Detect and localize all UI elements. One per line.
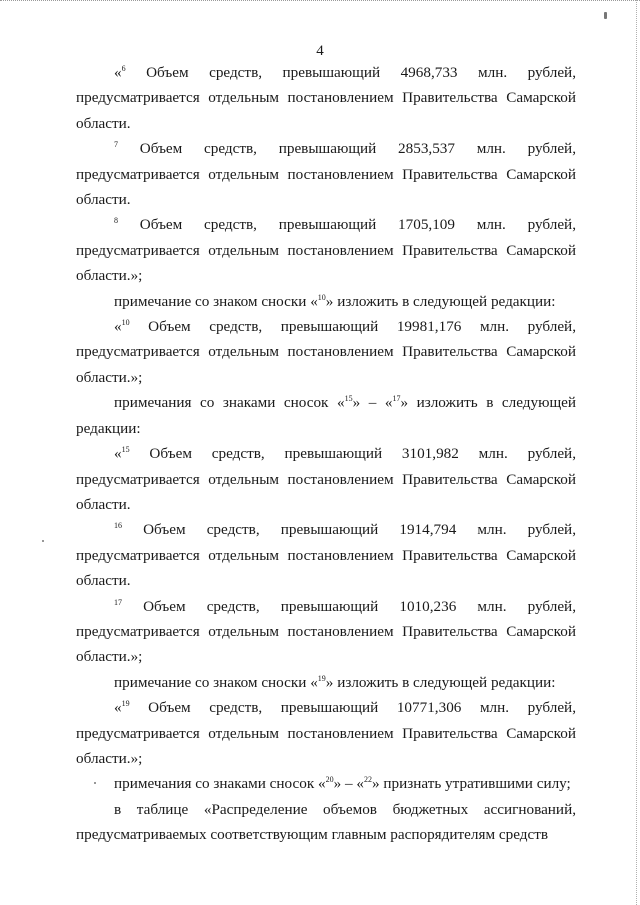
scan-edge-right <box>635 0 637 905</box>
footnote-number: 19 <box>121 699 130 709</box>
footnote-paragraph <box>76 695 576 771</box>
instruction-paragraph <box>76 390 576 441</box>
footnote-paragraph <box>76 517 576 593</box>
instruction-text: » признать утратившими силу; <box>371 775 571 793</box>
table-instruction-paragraph <box>76 797 576 848</box>
footnote-paragraph <box>76 314 576 390</box>
footnote-text: Объем средств, превышающий 1010,236 млн. рублей, предусматривается отдельным постановлением Правительства Самарской области.»; <box>76 597 576 666</box>
instruction-text: » изложить в следующей редакции: <box>325 292 556 310</box>
instruction-text: примечания со знаками сносок « <box>114 775 326 793</box>
footnote-text: Объем средств, превышающий 19981,176 млн. рублей, предусматривается отдельным постановлением Правительства Самарской области.»; <box>76 318 576 386</box>
footnote-text: Объем средств, превышающий 10771,306 млн. рублей, предусматривается отдельным постановлением Правительства Самарской области.»; <box>76 699 576 767</box>
instruction-text: » – « <box>333 775 364 793</box>
footnote-text: Объем средств, превышающий 1914,794 млн. рублей, предусматривается отдельным постановлением Правительства Самарской области. <box>76 521 576 590</box>
instruction-text: примечание со знаком сноски « <box>114 292 318 310</box>
footnote-text: Объем средств, превышающий 4968,733 млн. рублей, предусматривается отдельным постановлением Правительства Самарской области. <box>76 64 576 132</box>
footnote-paragraph <box>76 441 576 517</box>
quote-mark: « <box>114 64 122 81</box>
quote-mark: « <box>114 699 122 717</box>
scan-speck <box>42 540 44 542</box>
instruction-text: » изложить в следующей редакции: <box>76 394 577 437</box>
scan-edge-top <box>0 0 640 3</box>
footnote-number: 16 <box>114 521 122 531</box>
footnote-paragraph <box>76 136 576 212</box>
footnote-paragraph <box>76 594 576 670</box>
footnote-text: Объем средств, превышающий 2853,537 млн. рублей, предусматривается отдельным постановлением Правительства Самарской области. <box>76 140 576 209</box>
footnote-number: 17 <box>392 394 401 404</box>
quote-mark: « <box>114 445 122 463</box>
footnote-text: Объем средств, превышающий 1705,109 млн. рублей, предусматривается отдельным постановлением Правительства Самарской области.»; <box>76 216 576 285</box>
footnote-number: 15 <box>344 394 353 404</box>
footnote-number: 19 <box>317 673 326 683</box>
footnote-number: 6 <box>121 63 126 73</box>
instruction-paragraph <box>76 771 576 796</box>
instruction-text: » – « <box>352 394 393 412</box>
footnote-number: 20 <box>325 775 334 785</box>
instruction-text: » изложить в следующей редакции: <box>325 673 556 691</box>
instruction-text: в таблице «Распределение объемов бюджетных ассигнований, предусматриваемых соответствующим главным распорядителям средств <box>76 800 576 844</box>
footnote-number: 15 <box>121 445 130 455</box>
footnote-number: 17 <box>114 597 122 607</box>
page-number: 4 <box>316 43 324 59</box>
instruction-text: примечание со знаком сноски « <box>114 673 318 691</box>
footnote-number: 8 <box>114 216 118 226</box>
footnote-text: Объем средств, превышающий 3101,982 млн. рублей, предусматривается отдельным постановлением Правительства Самарской области. <box>76 445 576 513</box>
document-body <box>76 60 576 848</box>
quote-mark: « <box>114 318 122 336</box>
footnote-paragraph <box>76 212 576 288</box>
footnote-number: 10 <box>121 318 130 327</box>
instruction-text: примечания со знаками сносок « <box>114 394 345 412</box>
footnote-paragraph <box>76 60 576 136</box>
footnote-number: 7 <box>114 140 118 150</box>
scan-speck <box>604 12 607 19</box>
footnote-number: 22 <box>363 775 372 785</box>
instruction-paragraph <box>76 289 576 314</box>
footnote-number: 10 <box>317 292 326 302</box>
instruction-paragraph <box>76 670 576 695</box>
